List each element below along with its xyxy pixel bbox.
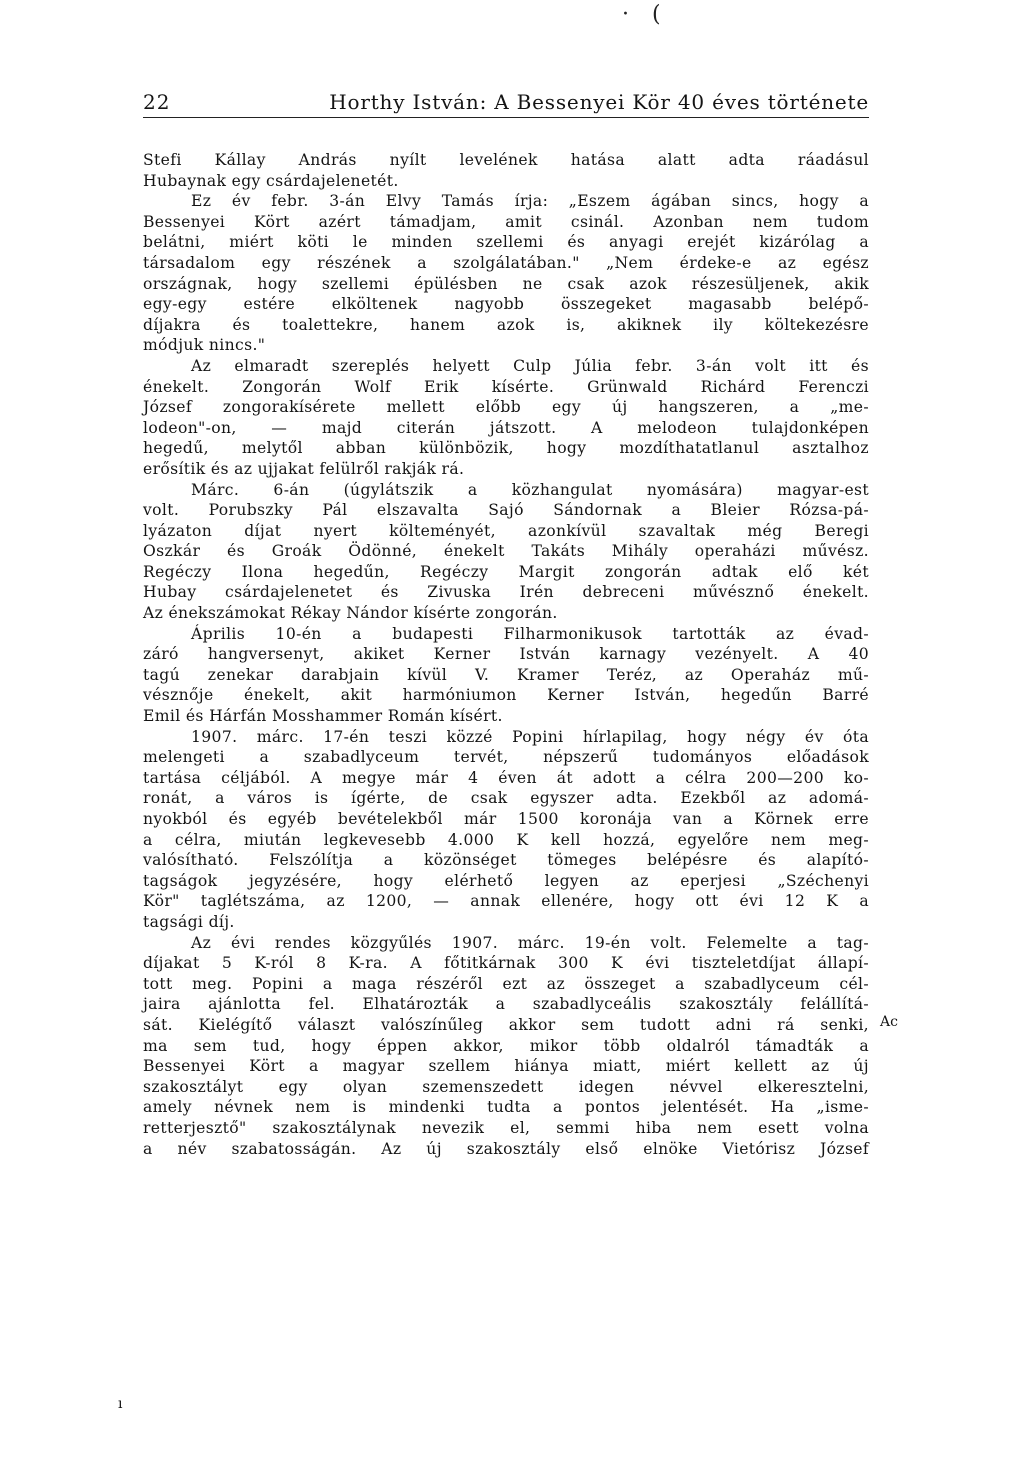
text-line: valósítható. Felszólítja a közönséget tömeges belépésre és alapító- <box>143 851 869 870</box>
text-line: amely névnek nem is mindenki tudta a pontos jelentését. Ha „isme- <box>143 1098 869 1117</box>
text-line: Oszkár és Groák Ödönné, énekelt Takáts Mihály operaházi művész. <box>143 542 869 561</box>
text-line: belátni, miért köti le minden szellemi és anyagi erejét kizárólag a <box>143 233 869 252</box>
text-line: hegedű, melytől abban különbözik, hogy mozdíthatatlanul asztalhoz <box>143 439 869 458</box>
margin-note: Ac <box>880 1014 898 1030</box>
text-line: záró hangversenyt, akiket Kerner István karnagy vezényelt. A 40 <box>143 645 869 664</box>
text-line: Regéczy Ilona hegedűn, Regéczy Margit zongorán adtak elő két <box>143 562 869 581</box>
text-line: tartása céljából. A megye már 4 éven át adott a célra 200—200 ko- <box>143 768 869 787</box>
text-line: retterjesztő" szakosztálynak nevezik el, semmi hiba nem esett volna <box>143 1118 869 1137</box>
text-line: jaira ajánlotta fel. Elhatározták a szabadlyceális szakosztály felállítá- <box>143 995 869 1014</box>
text-line: Az énekszámokat Rékay Nándor kísérte zongorán. <box>143 604 558 623</box>
text-line: ma sem tud, hogy éppen akkor, mikor több oldalról támadták a <box>143 1036 869 1055</box>
paragraph-start-line: Április 10-én a budapesti Filharmonikusok tartották az évad- <box>191 624 869 643</box>
paragraph-start-line: 1907. márc. 17-én teszi közzé Popini hírlapilag, hogy négy év óta <box>191 727 869 746</box>
page-header <box>143 90 869 122</box>
text-line: tagságok jegyzésére, hogy elérhető legyen az eperjesi „Széchenyi <box>143 871 869 890</box>
paragraph-start-line: Ez év febr. 3-án Elvy Tamás írja: „Eszem ágában sincs, hogy a <box>191 192 869 211</box>
text-line: egy-egy estére elköltenek nagyobb összegeket magasabb belépő- <box>143 295 869 314</box>
header-rule <box>143 117 869 118</box>
text-line: módjuk nincs." <box>143 336 266 355</box>
paragraph-start-line: Az évi rendes közgyűlés 1907. márc. 19-én volt. Felemelte a tag- <box>191 933 869 952</box>
text-line: díjakat 5 K-ról 8 K-ra. A főtitkárnak 300 K évi tiszteletdíjat állapí- <box>143 954 869 973</box>
text-line: Hubaynak egy csárdajelenetét. <box>143 171 399 190</box>
text-line: sát. Kielégítő választ valószínűleg akkor sem tudott adni rá senki, <box>143 1015 869 1034</box>
text-line: tagsági díj. <box>143 912 235 931</box>
text-line: szakosztályt egy olyan szemenszedett idegen névvel elkeresztelni, <box>143 1077 869 1096</box>
page-number: 22 <box>143 90 171 114</box>
stray-mark: ı <box>118 1396 123 1412</box>
body-text <box>143 150 869 1159</box>
text-line: erősítik és az ujjakat felülről rakják rá. <box>143 459 465 478</box>
text-line: Emil és Hárfán Mosshammer Román kísért. <box>143 707 503 726</box>
text-line: melengeti a szabadlyceum tervét, népszerű tudományos előadások <box>143 748 869 767</box>
text-line: Hubay csárdajelenetet és Zivuska Irén debreceni művésznő énekelt. <box>143 583 869 602</box>
text-line: lyázaton díjat nyert költeményét, azonkívül szavaltak még Beregi <box>143 521 869 540</box>
text-line: társadalom egy részének a szolgálatában." „Nem érdeke-e az egész <box>143 253 869 272</box>
text-line: József zongorakísérete mellett előbb egy új hangszeren, a „me- <box>143 398 869 417</box>
running-title: Horthy István: A Bessenyei Kör 40 éves története <box>329 90 869 114</box>
text-line: Bessenyei Kört azért támadjam, amit csinál. Azonban nem tudom <box>143 212 869 231</box>
text-line: a célra, miután legkevesebb 4.000 K kell hozzá, egyelőre nem meg- <box>143 830 869 849</box>
corner-mark: · ( <box>622 2 669 27</box>
paragraph-start-line: Márc. 6-án (úgylátszik a közhangulat nyomására) magyar-est <box>191 480 869 499</box>
text-line: Kör" taglétszáma, az 1200, — annak ellenére, hogy ott évi 12 K a <box>143 892 869 911</box>
text-line: Bessenyei Kört a magyar szellem hiánya miatt, miért kellett az új <box>143 1057 869 1076</box>
text-line: nyokból és egyéb bevételekből már 1500 koronája van a Körnek erre <box>143 810 869 828</box>
text-line: volt. Porubszky Pál elszavalta Sajó Sándornak a Bleier Rózsa-pá- <box>143 501 869 520</box>
text-line: díjakra és toalettekre, hanem azok is, akiknek ily költekezésre <box>143 315 869 334</box>
text-line: ronát, a város is ígérte, de csak egyszer adta. Ezekből az adomá- <box>143 789 869 808</box>
text-line: énekelt. Zongorán Wolf Erik kísérte. Grünwald Richárd Ferenczi <box>143 377 869 396</box>
text-line: a név szabatosságán. Az új szakosztály első elnöke Vietórisz József <box>143 1139 869 1158</box>
text-line: országnak, hogy szellemi épülésben ne csak azok részesüljenek, akik <box>143 274 869 293</box>
paragraph-start-line: Az elmaradt szereplés helyett Culp Júlia febr. 3-án volt itt és <box>191 356 869 375</box>
text-line: lodeon"-on, — majd citerán játszott. A melodeon tulajdonképen <box>143 418 869 437</box>
text-line: Stefi Kállay András nyílt levelének hatása alatt adta ráadásul <box>143 151 869 169</box>
text-line: tott meg. Popini a maga részéről ezt az összeget a szabadlyceum cél- <box>143 974 869 993</box>
text-line: vésznője énekelt, akit harmóniumon Kerner István, hegedűn Barré <box>143 686 869 705</box>
text-line: tagú zenekar darabjain kívül V. Kramer Teréz, az Operaház mű- <box>143 665 869 684</box>
